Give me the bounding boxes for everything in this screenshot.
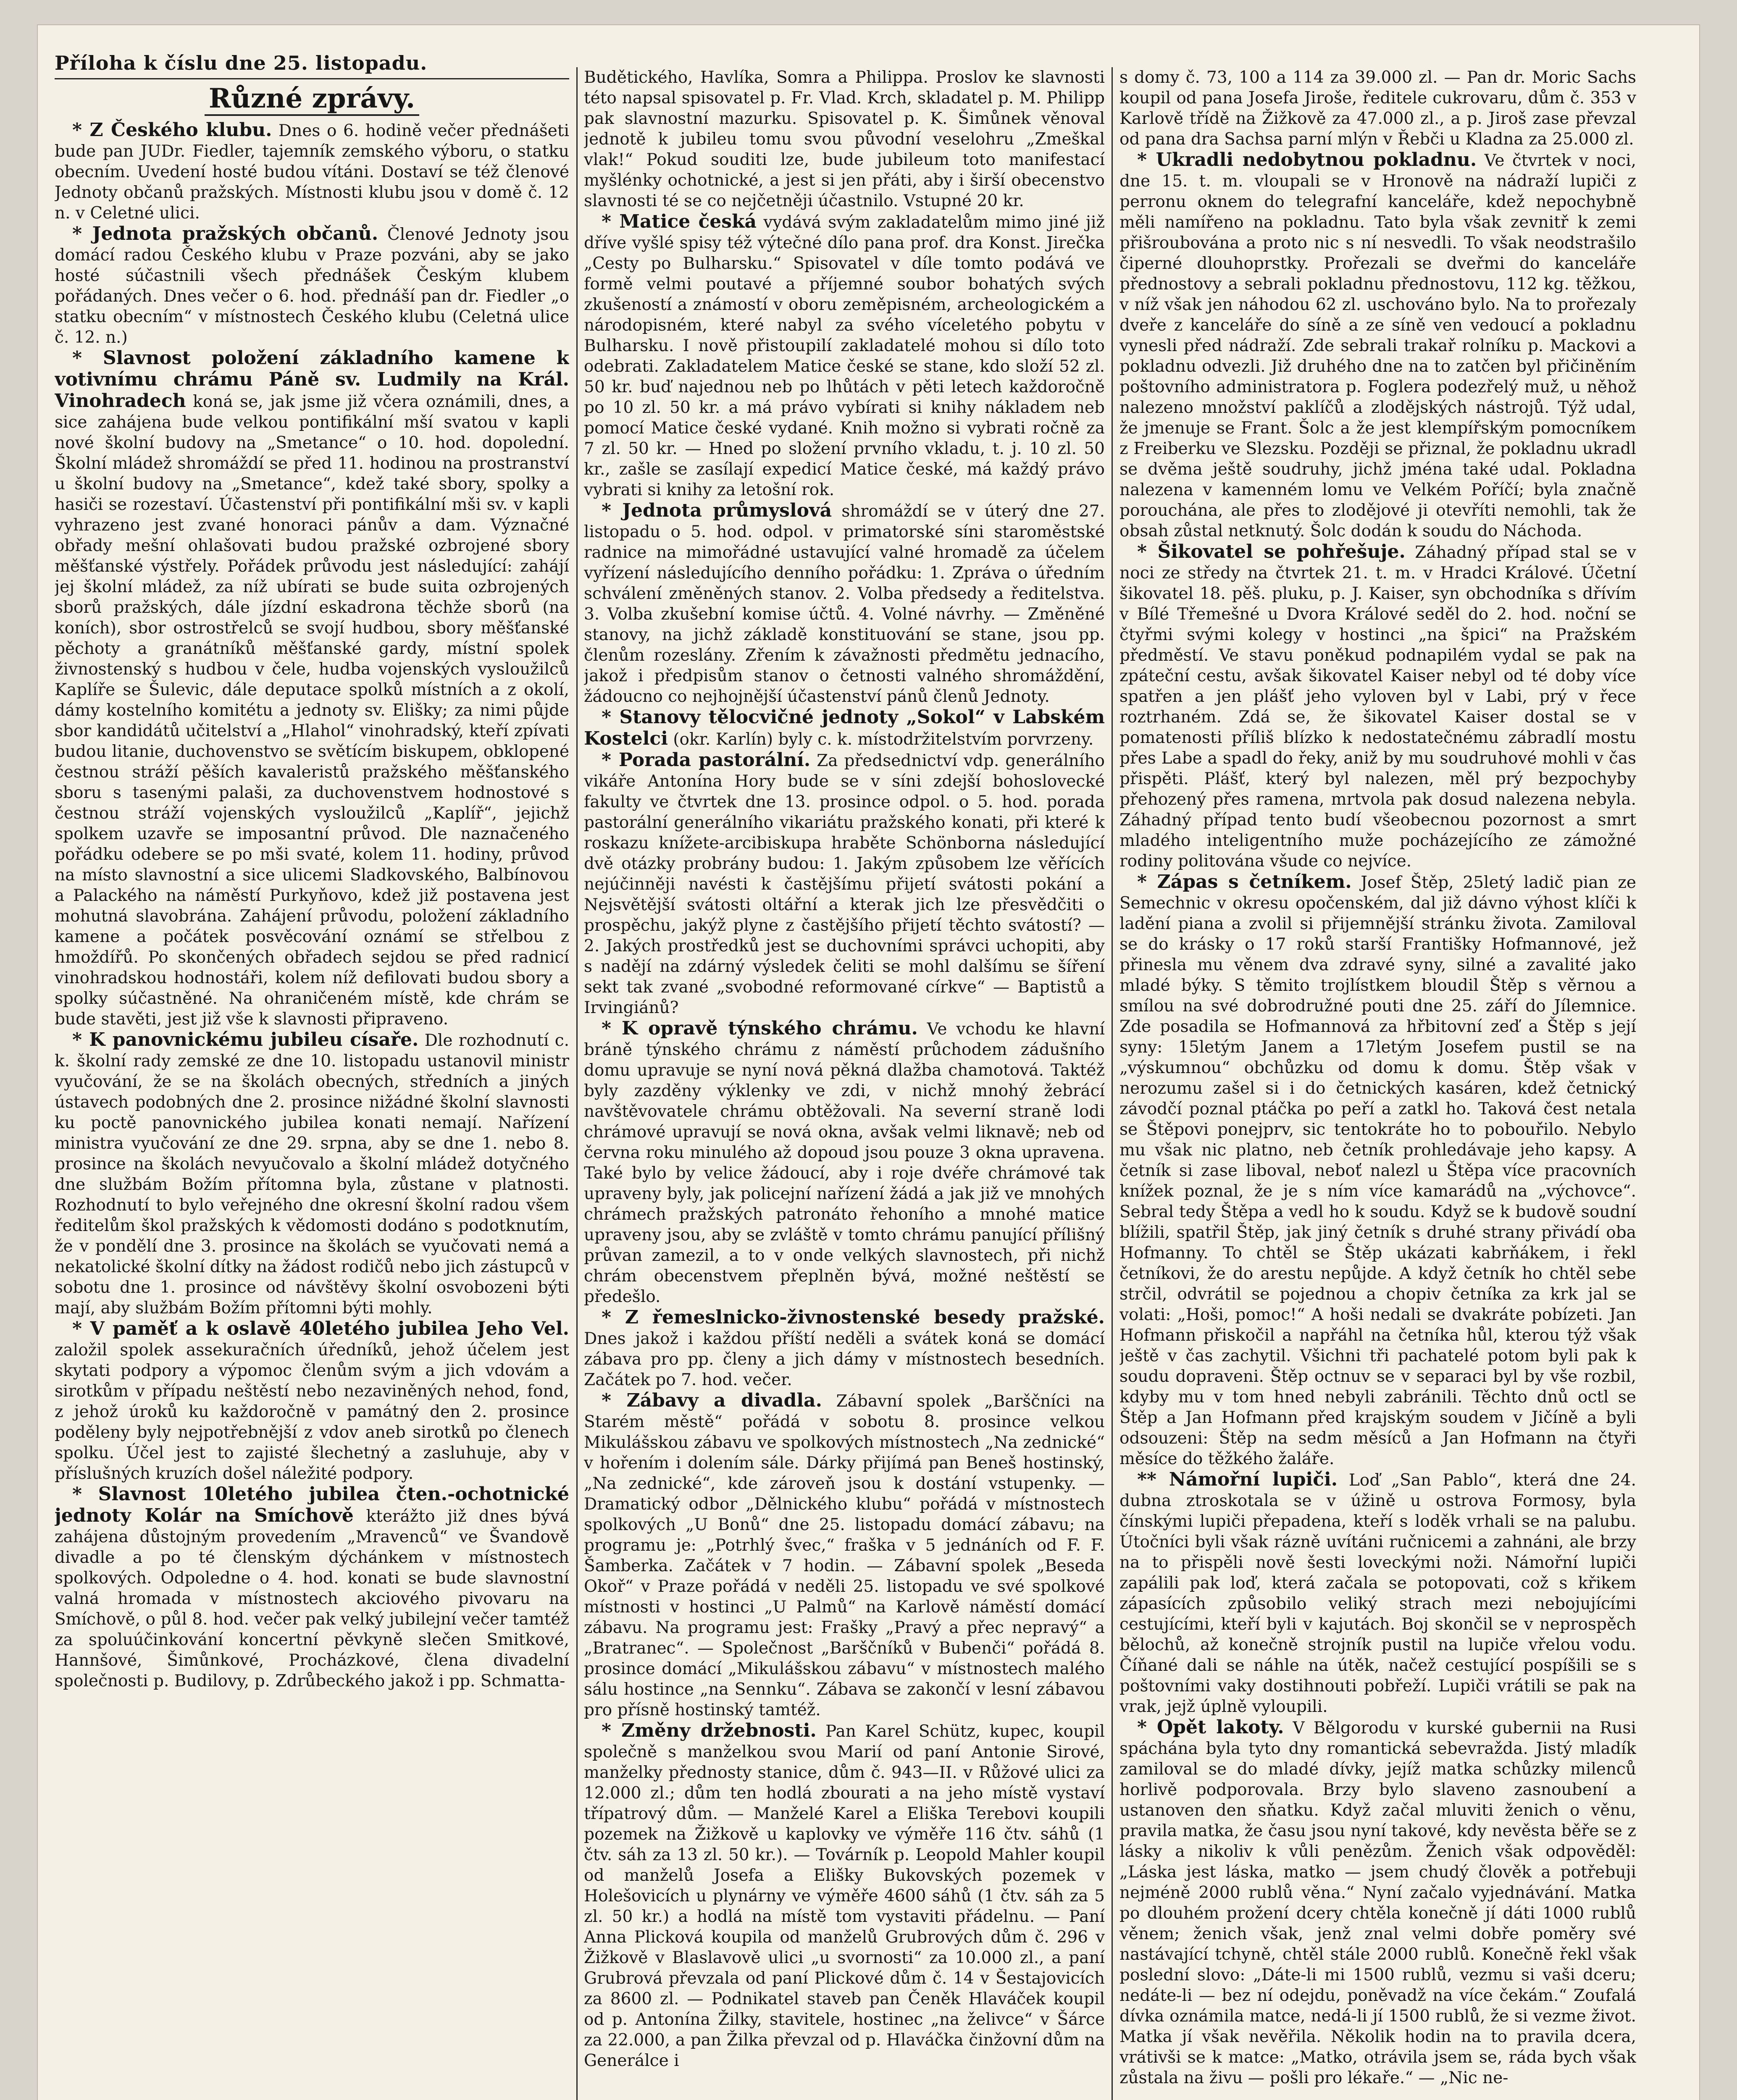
article-text: Ve čtvrtek v noci, dne 15. t. m. vloupali se v Hronově na nádraží lupiči z perronu oknem do telegrafní kanceláře, kdež nepochybně měli namířeno na pokladnu. Tato byla však zevnitř k zemi přišroubována a proto nic s ní nesvedli. To však neodstrašilo čiperné dlouhoprstky. Prořezali se dveřmi do kanceláře přednostovy a sebrali pokladnu přednostovu, 112 kg. těžkou, v níž však jen náhodou 62 zl. uschováno bylo. Na to prořezaly dveře z kanceláře do síně a ze síně ven vedoucí a pokladnu vynesli před nádraží. Zde sebrali trakař rolníku p. Mackovi a pokladnu odvezli. Již druhého dne na to zatčen byl přičiněním poštovního administratora p. Foglera podezřelý muž, u něhož nalezeno množství paklíčů a zlodějských nástrojů. Týž udal, že jmenuje se Frant. Šolc a že jest klempířským pomocníkem z Freiberku ve Slezsku. Později se přiznal, že pokladnu ukradl se dvěma ještě soudruhy, jichž jména také udal. Pokladna nalezena v kamenném lomu ve Velkém Poříčí; byla značně porouchána, ale přes to zlodějové ji otevříti nemohli, tak že obsah zůstal netknutý. Šolc dodán k soudu do Náchoda. bbox=[1119, 151, 1636, 541]
supplement-header: Příloha k číslu dne 25. listopadu. bbox=[55, 50, 569, 79]
news-article bbox=[584, 1720, 1105, 2071]
column-2-body bbox=[584, 67, 1105, 2071]
article-text: koná se, jak jsme již včera oznámili, dnes, a sice zahájena bude velkou pontifikální mší svatou v kapli nové školní budovy na „Smetance“ o 10. hod. dopolední. Školní mládež shromáždí se před 11. hodinou na prostranství u školní budovy na „Smetance“, kdež také sbory, spolky a hasiči se rozestaví. Účastenství při pontifikální mši sv. v kapli vyhrazeno jest zvané honoraci pánův a dam. Význačné obřady mešní ohlašovati budou pražské ozbrojené sbory měšťanské výstřely. Pořádek průvodu jest následující: zahájí jej školní mládež, za níž ubírati se bude suita ozbrojených sborů pražských, dále jízdní eskadrona těchže sborů (na koních), sbor ostrostřelců se svojí hudbou, sbory měšťanské pěchoty a granátníků měšťanské gardy, místní spolek živnostenský s hudbou v čele, hudba vojenských vysloužilců Kaplíře se Šulevic, dále deputace spolků místních a z okolí, dámy kostelního komitétu a jednoty sv. Elišky; za nimi půjde sbor kandidátů učitelství a „Hlahol“ vinohradský, kteří zpívati budou litanie, duchovenstvo se světícím biskupem, obklopené čestnou stráží pěších kavaleristů pražského měšťanského sboru s tasenými palaši, za duchovenstvem hodnostové s čestnou stráží vojenských vysloužilců „Kaplíř“, jejichž spolkem uzavře se imposantní průvod. Dle naznačeného pořádku odebere se po mši svaté, kolem 11. hodiny, průvod na místo slavnostní a sice ulicemi Sladkovského, Balbínovou a Palackého na náměstí Purkyňovo, kdež již postavena jest mohutná slavobrána. Zahájení průvodu, položení základního kamene a počátek posvěcování oznámí se střelbou z hmoždířů. Po skončených obřadech sejdou se před radnicí vinohradskou hodnostáři, kolem níž defilovati budou sbory a spolky súčastněné. Na ohraničeném místě, kde chrám se bude stavěti, jest již vše k slavnosti připraveno. bbox=[55, 392, 569, 1029]
news-article bbox=[584, 707, 1105, 750]
article-headline: * Porada pastorální. bbox=[602, 749, 811, 771]
article-headline: * K opravě týnského chrámu. bbox=[602, 1018, 918, 1039]
column-3-body bbox=[1119, 67, 1636, 2088]
news-article bbox=[584, 1018, 1105, 1307]
article-text: Členové Jednoty jsou domácí radou Českého klubu v Praze pozváni, aby se jako hosté súčastnili všech přednášek Českým klubem pořádaných. Dnes večer o 6. hod. přednáší pan dr. Fiedler „o statku obecním“ v místnostech Českého klubu (Celetná ulice č. 12. n.) bbox=[55, 225, 569, 347]
article-text: Zábavní spolek „Barščníci na Starém městě“ pořádá v sobotu 8. prosince velkou Mikulášskou zábavu ve spolkových místnostech „Na zednické“ v hořením i dolením sále. Dárky přijímá pan Beneš hostinský, „Na zednické“, kde zároveň jsou k dostání vstupenky. — Dramatický odbor „Dělnického klubu“ pořádá v místnostech spolkových „U Bonů“ dne 25. listopadu domácí zábavu; na programu je: „Potrhlý švec,“ fraška v 5 jednáních od F. F. Šamberka. Začátek v 7 hodin. — Zábavní spolek „Beseda Okoř“ v Praze pořádá v neděli 25. listopadu ve své spolkové místnosti v hostinci „U Palmů“ na Karlově náměstí domácí zábavu. Na programu jest: Frašky „Pravý a přec nepravý“ a „Bratranec“. — Společnost „Barščníků v Bubenči“ pořádá 8. prosince domácí „Mikulášskou zábavu“ v místnostech malého sálu hostince „na Sennku“. Zábava se zakončí v lesní zábavou pro přísně hostinský tamtéž. bbox=[584, 1392, 1105, 1719]
news-article bbox=[55, 1484, 569, 1691]
column-2 bbox=[584, 67, 1105, 2100]
news-article bbox=[55, 120, 569, 223]
article-headline: ** Námořní lupiči. bbox=[1137, 1469, 1338, 1490]
news-article bbox=[1119, 872, 1636, 1469]
news-article bbox=[55, 1029, 569, 1318]
article-text: Pan Karel Schütz, kupec, koupil společně s manželkou svou Marií od paní Antonie Sirové, manželky přednosty stanice, dům č. 943—II. v Růžové ulici za 12.000 zl.; dům ten hodlá zbourati a na jeho místě vystaví třípatrový dům. — Manželé Karel a Eliška Terebovi koupili pozemek na Žižkově u kaplovky ve výměře 116 čtv. sáhů (1 čtv. sáh za 13 zl. 50 kr.). — Továrník p. Leopold Mahler koupil od manželů Josefa a Elišky Bukovských pozemek v Holešovicích u plynárny ve výměře 4600 sáhů (1 čtv. sáh za 5 zl. 50 kr.) a hodlá na místě tom vystaviti přádelnu. — Paní Anna Plicková koupila od manželů Grubrových dům č. 296 v Žižkově v Blaslavově ulici „u svornosti“ za 10.000 zl., a paní Grubrová převzala od paní Plickové dům č. 14 v Šestajovicích za 8600 zl. — Podnikatel staveb pan Čeněk Hlaváček koupil od p. Antonína Žilky, stavitele, hostinec „na želivce“ v Šárce za 22.000, a pan Žilka převzal od p. Hlaváčka činžovní dům na Generálce i bbox=[584, 1722, 1105, 2070]
article-headline: * Opět lakoty. bbox=[1137, 1717, 1284, 1738]
news-article bbox=[1119, 1717, 1636, 2088]
article-text: s domy č. 73, 100 a 114 za 39.000 zl. — Pan dr. Moric Sachs koupil od pana Josefa Jiroše, ředitele cukrovaru, dům č. 353 v Karlově třídě na Žižkově za 47.000 zl., a p. Jiroš zase převzal od pana dra Sachsa parní mlýn v Řebči u Kladna za 25.000 zl. bbox=[1119, 68, 1636, 149]
news-article bbox=[584, 750, 1105, 1018]
column-1 bbox=[55, 50, 569, 2100]
article-headline: * Z řemeslnicko-živnostenské besedy pražské. bbox=[602, 1307, 1105, 1328]
article-text: V Bělgorodu v kurské gubernii na Rusi spáchána byla tyto dny romantická sebevražda. Jistý mladík zamiloval se do mladé dívky, jejíž matka schůzky milenců horlivě podporovala. Brzy bylo slaveno zasnoubení a ustanoven den sňatku. Když začal mluviti ženich o věnu, pravila matka, že času jsou nyní takové, kdy nevěsta běře se z lásky a nikoliv k vůli penězům. Ženich však odpověděl: „Láska jest láska, matko — jsem chudý člověk a potřebuji nejméně 2000 rublů věna.“ Nyní začalo vyjednávání. Matka po dlouhém prožení dcery chtěla konečně jí dáti 1000 rublů věnem; ženich však, jenž znal velmi dobře poměry své nastávající tchyně, chtěl stále 2000 rublů. Konečně řekl však poslední slovo: „Dáte-li mi 1500 rublů, vezmu si vaši dceru; nedáte-li — bez ní odejdu, poněvadž na více čekám.“ Zoufalá dívka oznámila matce, nedá-li jí 1500 rublů, že si vezme život. Matka jí však nevěřila. Několik hodin na to pravila dcera, vrátivši se k matce: „Matko, otrávila jsem se, ráda bych však zůstala na živu — pošli pro lékaře.“ — „Nic ne- bbox=[1119, 1719, 1636, 2087]
article-text: vydává svým zakladatelům mimo jiné již dříve vyšlé spisy též výtečné dílo pana prof. dra Konst. Jirečka „Cesty po Bulharsku.“ Spisovatel v díle tomto podává ve formě velmi poutavé a příjemné soubor bohatých svých zkušeností a známostí v oboru zeměpisném, archeologickém a národopisném, které nabyl za svého víceletého pobytu v Bulharsku. I nově přistoupilí zakladatelé mohou si dílo toto odebrati. Zakladatelem Matice české se stane, kdo složí 52 zl. 50 kr. buď najednou neb po lhůtách v pěti letech každoročně po 10 zl. 50 kr. a má právo vybírati si knihy nákladem neb pomocí Matice české vydané. Knih možno si vybrati ročně za 7 zl. 50 kr. — Hned po složení prvního vkladu, t. j. 10 zl. 50 kr., zašle se zasílají expedicí Matice české, má každý právo vybrati si knihy za letošní rok. bbox=[584, 213, 1105, 499]
article-text: Budětického, Havlíka, Somra a Philippa. Proslov ke slavnosti této napsal spisovatel p. Fr. Vlad. Krch, skladatel p. M. Philipp pak slavnostní mazurku. Spisovatel p. K. Šimůnek věnoval jednotě k jubileu tomu svou původní veselohru „Zmeškal vlak!“ Pokud souditi lze, bude jubileum toto manifestací myšlénky ochotnické, a jest si jen přáti, aby i širší obecenstvo slavnosti té se co nejčetněji účastnilo. Vstupné 20 kr. bbox=[584, 68, 1105, 210]
article-headline: * Změny držebnosti. bbox=[602, 1720, 817, 1741]
article-headline: * Ukradli nedobytnou pokladnu. bbox=[1137, 149, 1477, 171]
article-text: Dle rozhodnutí c. k. školní rady zemské ze dne 10. listopadu ustanovil ministr vyučování, že se na školách obecných, středních a jiných ústavech podobných dne 2. prosince nižádné školní slavnosti ku poctě panovnického jubilea konati nemají. Nařízení ministra vyučování ze dne 29. srpna, aby se dne 1. nebo 8. prosince na školách nevyučovalo a školní mládež dotyčného dne službám Božím přítomna byla, zůstane v platnosti. Rozhodnutí to bylo veřejného dne okresní školní radou všem ředitelům škol pražských k vědomosti dodáno s podotknutím, že v pondělí dne 3. prosince na školách se vyučovati nemá a nekatolické školní dítky na žádost rodičů nebo jich zástupců v sobotu dne 1. prosince od návštěvy školní osvobozeni býti mají, aby službám Božím přítomni býti mohly. bbox=[55, 1031, 569, 1318]
article-text: Josef Štěp, 25letý ladič pian ze Semechnic v okresu opočenském, dal již dávno výhost klíči k ladění piana a zvolil si přijemnější stránku života. Zamiloval se do krásky o 17 roků starší Františky Hofmannové, jež přinesla mu věnem dva zdravé syny, silné a zavalité jako mladé býky. S těmito trojlístkem bloudil Štěp s věrnou a smílou na své dobrodružné pouti dne 25. září do Jílemnice. Zde posadila se Hofmannová za hřbitovní zeď a Štěp s její syny: 15letým Janem a 17letým Josefem pustil se na „výskumnou“ obchůzku od domu k domu. Štěp však v nerozumu zašel si i do četnických kasáren, kdež četnický závodčí poznal ptáčka po peří a zatkl ho. Taková čest netala se Štěpovi ponejprv, sic tentokráte ho to pobouřilo. Nebylo mu však nic platno, neb četník prohledávaje jeho kapsy. A četník si zase liboval, neboť nalezl u Štěpa více pracovních knížek poznal, že je s ním více kamarádů na „výchovce“. Sebral tedy Štěpa a vedl ho k soudu. Když se k budově soudní blížili, spatřil Štěp, jak jiný četník s druhé strany přivádí oba Hofmanny. To chtěl se Štěp ukázati kabrňákem, i řekl četníkovi, že do arestu nepůjde. A když četník ho chtěl sebe strčil, odvrátil se pojednou a chopiv četníka za krk jal se volati: „Hoši, pomoc!“ A hoši nedali se dvakráte pobízeti. Jan Hofmann přiskočil a napřáhl na četníka hůl, kterou týž však ještě v čas zachytil. Všichni tři pachatelé potom byli pak k soudu dopraveni. Štěp octnuv se v separaci byl by vše rozbil, kdyby mu v tom hned nebyli zabránili. Těchto dnů octl se Štěp a Jan Hofmann před krajským soudem v Jičíně a byli odsouzeni: Štěp na sedm měsíců a Jan Hofmann na čtyři měsíce do těžkého žaláře. bbox=[1119, 873, 1636, 1468]
article-text: založil spolek assekuračních úředníků, jehož účelem jest skytati podpory a výpomoc členům svým a jich vdovám a sirotkům v případu neštěstí nebo nezaviněných nehod, fond, z jehož úroků ku každoročně v památný den 2. prosince poděleny byly nejpotřebnější z vdov aneb sirotků po členech spolku. Účel jest to zajisté šlechetný a zasluhuje, aby v příslušných kruzích došel náležité podpory. bbox=[55, 1341, 569, 1483]
column-1-body bbox=[55, 120, 569, 1691]
article-text: (okr. Karlín) byly c. k. místodržitelstvím porvrzeny. bbox=[667, 730, 1094, 749]
column-3 bbox=[1119, 67, 1636, 2100]
news-article bbox=[1119, 67, 1636, 150]
news-article bbox=[584, 500, 1105, 707]
news-article bbox=[1119, 1469, 1636, 1717]
news-article bbox=[55, 223, 569, 348]
column-rule bbox=[1112, 67, 1113, 2100]
article-headline: * Jednota pražských občanů. bbox=[72, 223, 378, 244]
article-headline: * Zápas s četníkem. bbox=[1137, 871, 1352, 892]
article-text: kterážto již dnes bývá zahájena důstojným provedením „Mravenců“ ve Švandově divadle a po té členským dýchánkem v místnostech spolkových. Odpoledne o 4. hod. konati se bude slavnostní valná hromada v místnostech akciového pivovaru na Smíchově, o půl 8. hod. večer pak velký jubilejní večer tamtéž za spoluúčinkování koncertní pěvkyně slečen Smitkové, Hannšové, Šimůnkové, Procházkové, člena divadelní společnosti p. Budilovy, p. Zdrůbeckého jakož i pp. Schmatta- bbox=[55, 1507, 569, 1690]
article-headline: * Stanovy tělocvičné jednoty „Sokol“ v Labském Kostelci bbox=[584, 706, 1105, 749]
article-text: shromáždí se v úterý dne 27. listopadu o 5. hod. odpol. v primatorské síni staroměstské radnice na mimořádné ustavující valné hromadě za účelem vyřízení následujícího denního pořádku: 1. Zpráva o úředním schválení změněných stanov. 2. Volba předsedy a ředitelstva. 3. Volba zkušební komise účtů. 4. Volné návrhy. — Změněné stanovy, na jichž základě konstituování se stane, jsou pp. členům rozeslány. Zřením k závažnosti předmětu jednacího, jakož i předpisům stanov o četnosti valného shromáždění, žádoucno co nejhojnější účastenství pánů členů Jednoty. bbox=[584, 502, 1105, 706]
article-headline: * Slavnost 10letého jubilea čten.-ochotnické jednoty Kolár na Smíchově bbox=[55, 1483, 569, 1526]
news-article bbox=[584, 1307, 1105, 1390]
newspaper-page bbox=[38, 25, 1699, 2100]
article-headline: * K panovnickému jubileu císaře. bbox=[72, 1029, 419, 1050]
section-title: Různé zprávy. bbox=[55, 84, 569, 114]
news-article bbox=[1119, 150, 1636, 541]
article-headline: * Zábavy a divadla. bbox=[602, 1390, 822, 1411]
article-text: Ve vchodu ke hlavní bráně týnského chrámu z náměstí průchodem zádušního domu upravuje se nyní nová pěkná dlažba chamotová. Taktéž byly zazděny výklenky ve zdi, v nichž mnohý žebrácí navštěvovatele chrámu obtěžovali. Na severní straně lodi chrámové upravují se nová okna, avšak velmi liknavě; neb od června roku minulého až dopoud jsou pouze 3 okna upravena. Také bylo by velice žádoucí, aby i roje dvéře chrámové tak upraveny byly, jak policejní nařízení žádá a jak již ve mnohých chrámech pražských patronáto řehoního a mnohé matice upraveny jsou, aby se zvláště v tomto chrámu panující přílišný průvan zamezil, a to v onde velkých slavnostech, při nichž chrám obecenstvem přeplněn bývá, možné neštěstí se předešlo. bbox=[584, 1020, 1105, 1306]
news-article bbox=[584, 67, 1105, 211]
column-rule bbox=[576, 67, 578, 2100]
news-article bbox=[1119, 541, 1636, 872]
article-text: Loď „San Pablo“, která dne 24. dubna ztroskotala se v úžině u ostrova Formosy, byla čínskými lupiči přepadena, kteří s loděk vrhali se na palubu. Útočníci byli však rázně uvítáni ručnicemi a zahnáni, ale brzy na to přispěli nově šesti loveckými noži. Námořní lupiči zapálili pak loď, která začala se potopovati, což s křikem zápasících způsobilo veliký strach mezi nebojujícími cestujícími, kteří byli v kajutách. Boj skončil se v neprospěch bělochů, až konečně strojník pustil na lupiče vřelou vodu. Číňané dali se náhle na útěk, načež cestující pospíšili se s poštovními vaky dostihnouti pobřeží. Lupiči vrátili se pak na vrak, jejž úplně vyloupili. bbox=[1119, 1471, 1636, 1716]
article-headline: * Šikovatel se pohřešuje. bbox=[1137, 541, 1406, 562]
news-article bbox=[584, 211, 1105, 500]
article-text: Záhadný případ stal se v noci ze středy na čtvrtek 21. t. m. v Hradci Králové. Účetní šikovatel 18. pěš. pluku, p. J. Kaiser, syn obchodníka s dřívím v Bílé Třemešné u Dvora Králové seděl do 2. hod. noční se čtyřmi svými kolegy v hostinci „na špici“ na Pražském předměstí. Ve stavu poněkud podnapilém vydal se pak na zpáteční cestu, avšak šikovatel Kaiser nebyl od té doby více spatřen a jen plášť jeho vyloven byl v Labi, prý v řece roztrhaném. Zdá se, že šikovatel Kaiser dostal se v pomatenosti příliš blízko k nedostatečnému zábradlí mostu přes Labe a spadl do řeky, aniž by mu soudruhové mohli v čas přispěti. Plášť, který byl nalezen, měl prý bezpochyby přehozený přes ramena, mrtvola pak dosud nalezena nebyla. Záhadný případ tento budí všeobecnou pozornost a smrt mladého inteligentního muže pocházejícího ze zámožné rodiny politována všude co nejvíce. bbox=[1119, 543, 1636, 871]
article-headline: * Matice česká bbox=[602, 211, 757, 232]
article-text: Dnes jakož i každou příští neděli a svátek koná se domácí zábava pro pp. členy a jich dámy v místnostech besedních. Začátek po 7. hod. večer. bbox=[584, 1329, 1105, 1389]
news-article bbox=[584, 1390, 1105, 1720]
article-headline: * Slavnost položení základního kamene k votivnímu chrámu Páně sv. Ludmily na Král. Vinohradech bbox=[55, 347, 569, 412]
article-headline: * Z Českého klubu. bbox=[72, 119, 272, 141]
news-article bbox=[55, 348, 569, 1029]
article-text: Za předsednictví vdp. generálního vikáře Antonína Hory bude se v síni zdejší bohoslovecké fakulty ve čtvrtek dne 13. prosince odpol. o 5. hod. porada pastorální generálního vikariátu pražského konati, při které k roskazu knížete-arcibiskupa hraběte Schönborna následující dvě otázky probrány budou: 1. Jakým způsobem lze věřících nejúčinněji navésti k častějšímu přijetí svátosti pokání a Nejsvětější svátosti oltářní a kterak jich lze přesvědčiti o prospěchu, jakýž plyne z častějšího přijetí těchto svátostí? — 2. Jakých prostředků jest se duchovními správci uchopiti, aby s nadějí na zdárný výsledek čeliti se mohl dalšímu se šíření sekt tak zvané „svobodné reformované církve“ — Baptistů a Irvingiánů? bbox=[584, 751, 1105, 1017]
article-headline: * Jednota průmyslová bbox=[602, 500, 832, 521]
article-text: Dnes o 6. hodině večer přednášeti bude pan JUDr. Fiedler, tajemník zemského výboru, o statku obecním. Uvedení hosté budou vítáni. Dostaví se též členové Jednoty občanů pražských. Místnosti klubu jsou v domě č. 12 n. v Celetné ulici. bbox=[55, 121, 569, 223]
article-headline: * V paměť a k oslavě 40letého jubilea Jeho Vel. bbox=[72, 1318, 569, 1339]
news-article bbox=[55, 1318, 569, 1484]
